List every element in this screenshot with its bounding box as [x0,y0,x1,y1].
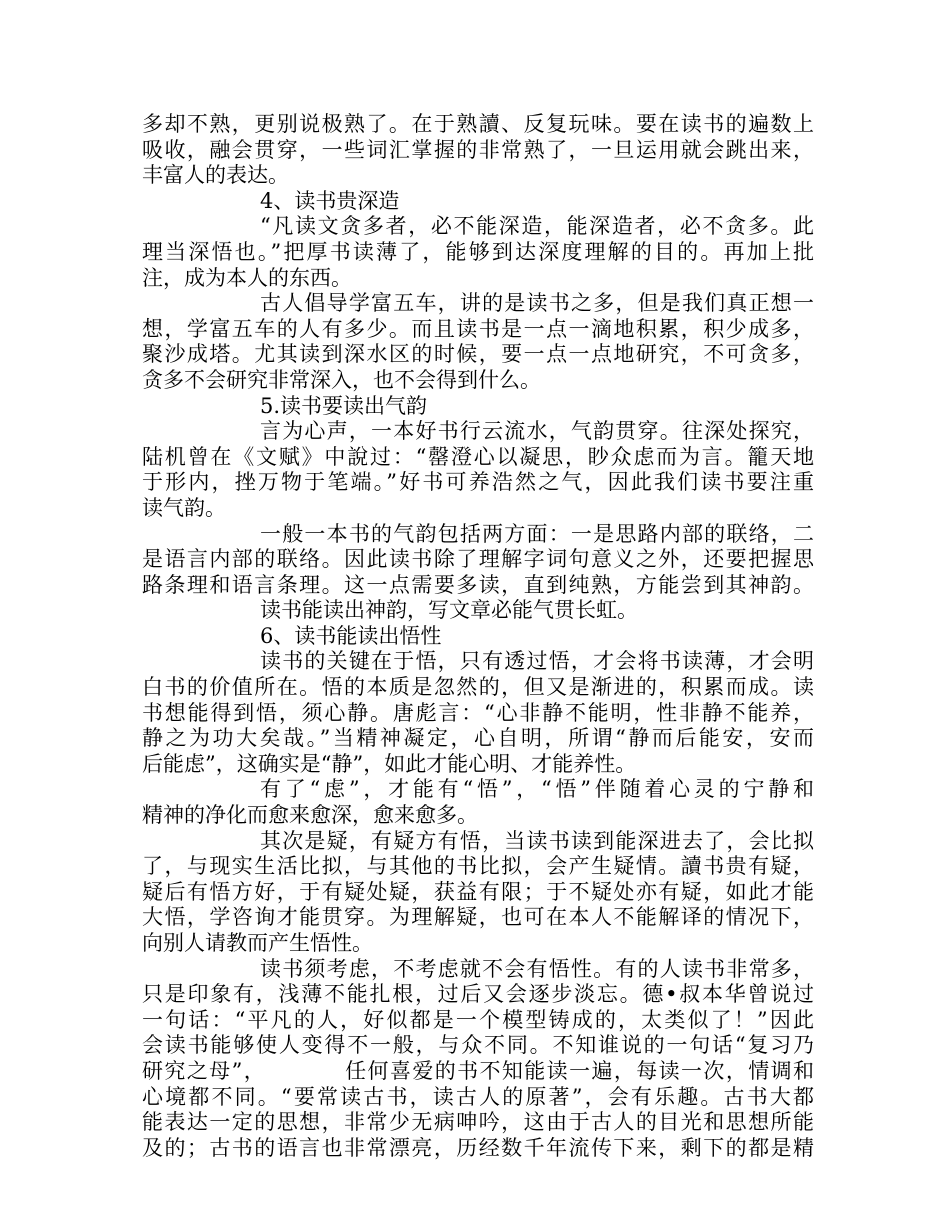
text-line: 读书能读出神韵，写文章必能气贯长虹。 [260,598,638,623]
text-line: 一般一本书的气韵包括两方面：一是思路内部的联络，二 [260,521,814,546]
text-line: 于形内，挫万物于笔端。”好书可养浩然之气，因此我们读书要注重 [142,470,814,495]
text-line: 研究之母”， 任何喜爱的书不知能读一遍，每读一次，情调和 [142,1058,814,1083]
text-line: 及的；古书的语言也非常漂亮，历经数千年流传下来，剩下的都是精 [142,1135,814,1160]
text-line: 想，学富五车的人有多少。而且读书是一点一滴地积累，积少成多， [142,316,814,341]
text-line: 吸收，融会贯穿，一些词汇掌握的非常熟了，一旦运用就会跳出来， [142,137,814,162]
text-line: 静之为功大矣哉。”当精神凝定，心自明，所谓“静而后能安，安而 [142,726,814,751]
text-line: 言为心声，一本好书行云流水，气韵贯穿。往深处探究， [260,419,814,444]
text-line: 精神的净化而愈来愈深，愈来愈多。 [142,803,478,828]
text-line: 书想能得到悟，须心静。唐彪言：“心非静不能明，性非静不能养， [142,700,814,725]
text-line: 一句话：“平凡的人，好似都是一个模型铸成的，太类似了！”因此 [142,1007,814,1032]
text-line: 向别人请教而产生悟性。 [142,931,373,955]
text-line: 贪多不会研究非常深入，也不会得到什么。 [142,367,541,392]
text-line: 理当深悟也。”把厚书读薄了，能够到达深度理解的目的。再加上批 [142,239,814,264]
text-line: 心境都不同。“要常读古书，读古人的原著”，会有乐趣。古书大都 [142,1084,814,1109]
text-line: 陆机曾在《文赋》中說过：“罄澄心以凝思，眇众虑而为言。籠天地 [142,444,814,469]
text-line: 读气韵。 [142,495,226,520]
text-line: 其次是疑，有疑方有悟，当读书读到能深进去了，会比拟 [260,828,814,853]
text-line: 只是印象有，浅薄不能扎根，过后又会逐步淡忘。德•叔本华曾说过 [142,982,814,1007]
section-heading: 6、读书能读出悟性 [260,623,442,648]
section-heading: 4、读书贵深造 [260,188,400,213]
text-line: 路条理和语言条理。这一点需要多读，直到纯熟，方能尝到其神韵。 [142,572,814,597]
text-line: 后能虑”，这确实是“静”，如此才能心明、才能养性。 [142,751,637,776]
text-line: 会读书能够使人变得不一般，与众不同。不知谁说的一句话“复习乃 [142,1033,814,1058]
text-line: 有了“虑”，才能有“悟”，“悟”伴随着心灵的宁静和 [260,777,814,802]
text-line: 能表达一定的思想，非常少无病呻吟，这由于古人的目光和思想所能 [142,1110,814,1135]
text-line: “凡读文贪多者，必不能深造，能深造者，必不贪多。此 [260,214,814,239]
text-line: 是语言内部的联络。因此读书除了理解字词句意义之外，还要把握思 [142,547,814,572]
text-line: 白书的价值所在。悟的本质是忽然的，但又是渐进的，积累而成。读 [142,675,814,700]
text-line: 聚沙成塔。尤其读到深水区的时候，要一点一点地研究，不可贪多， [142,342,814,367]
text-line: 丰富人的表达。 [142,163,289,188]
text-line: 疑后有悟方好，于有疑处疑，获益有限；于不疑处亦有疑，如此才能 [142,879,814,904]
text-line: 注，成为本人的东西。 [142,265,352,290]
text-line: 大悟，学咨询才能贯穿。为理解疑，也可在本人不能解译的情况下， [142,905,814,930]
section-heading: 5.读书要读出气韵 [260,393,428,418]
text-line: 读书须考虑，不考虑就不会有悟性。有的人读书非常多， [260,956,814,981]
text-line: 多却不熟，更别说极熟了。在于熟讀、反复玩味。要在读书的遍数上 [142,112,814,136]
text-line: 读书的关键在于悟，只有透过悟，才会将书读薄，才会明 [260,649,814,674]
document-page [142,112,814,1161]
text-line: 古人倡导学富五车，讲的是读书之多，但是我们真正想一 [260,291,814,316]
text-line: 了，与现实生活比拟，与其他的书比拟，会产生疑情。讀书贵有疑， [142,854,814,879]
